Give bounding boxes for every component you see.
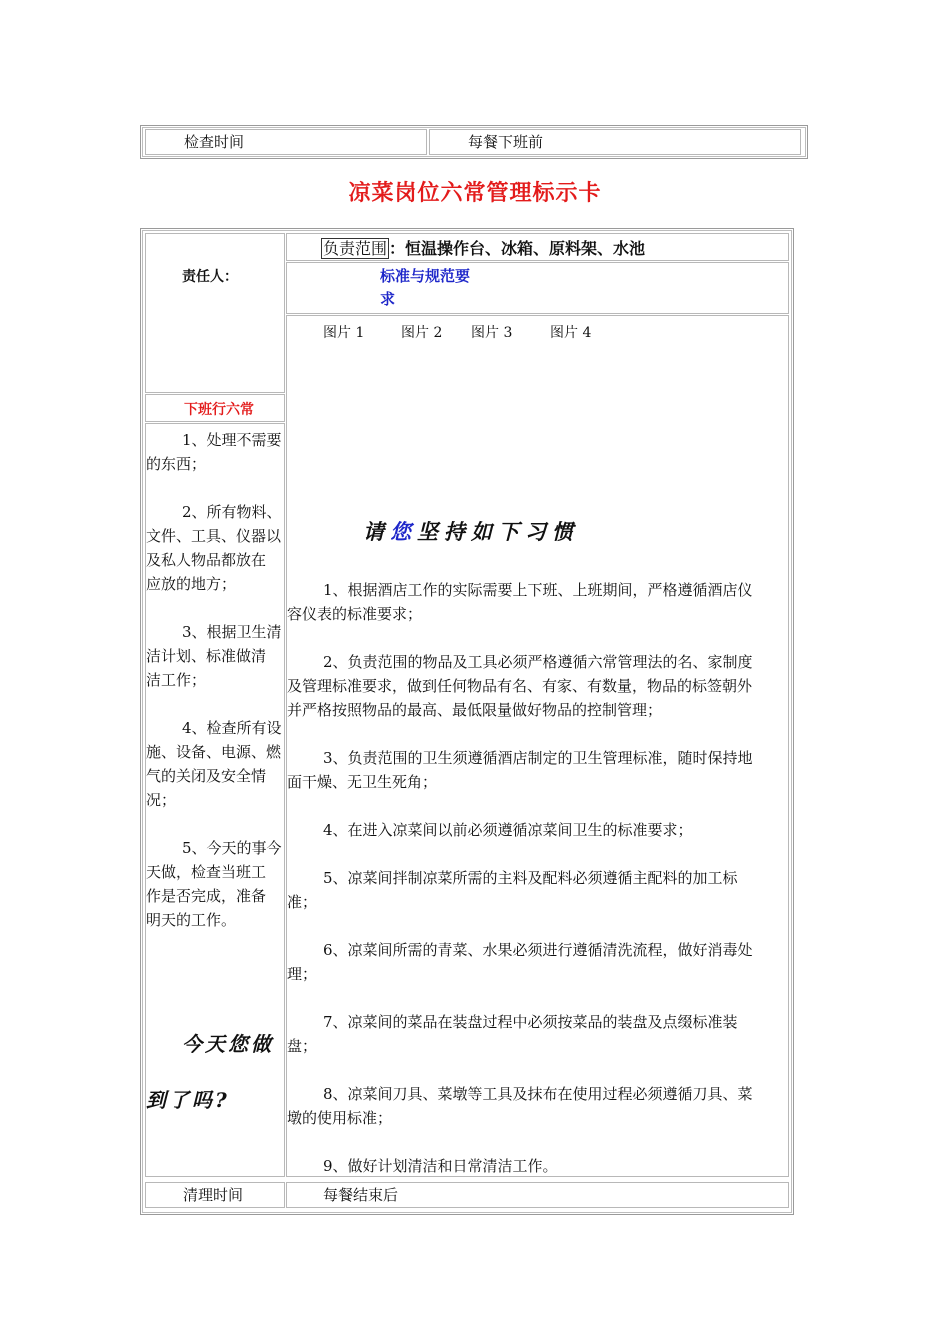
standards-heading-line1: 标准与规范要: [380, 267, 471, 285]
offduty-heading-cell: [145, 394, 285, 422]
responsible-cell: [145, 233, 285, 393]
check-time-table: [140, 125, 808, 159]
habit-item-line: 7、凉菜间的菜品在装盘过程中必须按菜品的装盘及点缀标准装: [323, 1013, 738, 1031]
slogan-line2: 到了吗?: [146, 1088, 230, 1112]
picture-1: 图片 1: [323, 325, 365, 341]
habit-item: [287, 818, 787, 842]
offduty-item-line: 天做，检查当班工: [146, 863, 267, 881]
check-time-label-cell: [145, 129, 427, 155]
offduty-list-cell: [145, 423, 285, 1177]
check-time-value-cell: [429, 129, 801, 155]
habit-item: [287, 866, 787, 914]
slogan-line1: 今天您做: [182, 1032, 274, 1056]
offduty-item: [146, 836, 286, 932]
slogan: [146, 1016, 286, 1128]
habit-item-line: 及管理标准要求，做到任何物品有名、有家、有数量，物品的标签朝外: [287, 677, 753, 695]
offduty-item-line: 作是否完成，准备: [146, 887, 267, 905]
habit-item-line: 墩的使用标准；: [287, 1109, 393, 1127]
habit-item-line: 6、凉菜间所需的青菜、水果必须进行遵循清洗流程，做好消毒处: [323, 941, 753, 959]
habit-item-line: 盘；: [287, 1037, 318, 1055]
habits-heading-emph: 您: [390, 519, 417, 544]
habit-item-line: 1、根据酒店工作的实际需要上下班、上班期间，严格遵循酒店仪: [323, 581, 753, 599]
habits-list: [287, 578, 787, 1202]
habit-item-line: 8、凉菜间刀具、菜墩等工具及抹布在使用过程必须遵循刀具、菜: [323, 1085, 753, 1103]
habit-item-line: 3、负责范围的卫生须遵循酒店制定的卫生管理标准，随时保持地: [323, 749, 753, 767]
offduty-item: [146, 500, 286, 596]
habit-item-line: 准；: [287, 893, 318, 911]
standards-cell: [286, 262, 789, 314]
clean-time-value-cell: [286, 1182, 789, 1208]
offduty-item-line: 5、今天的事今: [182, 839, 282, 857]
offduty-item-line: 洁工作；: [146, 671, 207, 689]
responsible-label: 责任人：: [182, 269, 238, 285]
scope-cell: [286, 233, 789, 261]
picture-4: 图片 4: [550, 325, 592, 341]
habit-item-line: 容仪表的标准要求；: [287, 605, 423, 623]
content-cell: [286, 315, 789, 1177]
habit-item-line: 5、凉菜间拌制凉菜所需的主料及配料必须遵循主配料的加工标: [323, 869, 738, 887]
offduty-item-line: 气的关闭及安全情: [146, 767, 267, 785]
habit-item: [287, 938, 787, 986]
check-time-value: 每餐下班前: [468, 133, 544, 151]
habits-heading-pre: 请: [363, 519, 390, 544]
page-title: 凉菜岗位六常管理标示卡: [348, 180, 602, 206]
offduty-item-line: 洁计划、标准做清: [146, 647, 267, 665]
offduty-item-line: 文件、工具、仪器以: [146, 527, 282, 545]
habit-item: [287, 578, 787, 626]
offduty-item-line: 施、设备、电源、燃: [146, 743, 282, 761]
offduty-item: [146, 428, 286, 476]
habits-heading-post: 坚持如下习惯: [417, 519, 579, 544]
scope-line: [321, 236, 645, 259]
habit-item: [287, 1154, 787, 1178]
habit-item: [287, 746, 787, 794]
picture-3: 图片 3: [471, 325, 513, 341]
habit-item-line: 2、负责范围的物品及工具必须严格遵循六常管理法的名、家制度: [323, 653, 753, 671]
offduty-item-line: 2、所有物料、: [182, 503, 282, 521]
clean-time-label: 清理时间: [183, 1186, 244, 1204]
habit-item-line: 并严格按照物品的最高、最低限量做好物品的控制管理；: [287, 701, 663, 719]
habit-item: [287, 1010, 787, 1058]
offduty-item-line: 1、处理不需要: [182, 431, 282, 449]
offduty-item-line: 明天的工作。: [146, 911, 237, 929]
habits-heading: [363, 516, 579, 546]
offduty-item-line: 应放的地方；: [146, 575, 237, 593]
scope-value: ：恒温操作台、冰箱、原料架、水池: [389, 239, 646, 258]
scope-label: 负责范围: [323, 239, 388, 258]
offduty-item-line: 及私人物品都放在: [146, 551, 267, 569]
check-time-label: 检查时间: [184, 133, 245, 151]
picture-2: 图片 2: [401, 325, 443, 341]
main-table: [140, 228, 794, 1215]
offduty-item-line: 4、检查所有设: [182, 719, 282, 737]
offduty-item: [146, 716, 286, 812]
habit-item: [287, 1082, 787, 1130]
clean-time-value: 每餐结束后: [323, 1186, 399, 1204]
offduty-heading: 下班行六常: [184, 402, 254, 418]
habit-item-line: 理；: [287, 965, 318, 983]
offduty-item: [146, 620, 286, 692]
standards-heading: [380, 265, 470, 311]
habit-item: [287, 650, 787, 722]
standards-heading-line2: 求: [380, 290, 396, 308]
habit-item-line: 9、做好计划清洁和日常清洁工作。: [323, 1157, 558, 1175]
clean-time-label-cell: [145, 1182, 285, 1208]
offduty-item-line: 3、根据卫生清: [182, 623, 282, 641]
habit-item-line: 4、在进入凉菜间以前必须遵循凉菜间卫生的标准要求；: [323, 821, 693, 839]
offduty-list: [146, 428, 286, 956]
habit-item-line: 面干燥、无卫生死角；: [287, 773, 438, 791]
offduty-item-line: 况；: [146, 791, 177, 809]
offduty-item-line: 的东西；: [146, 455, 207, 473]
